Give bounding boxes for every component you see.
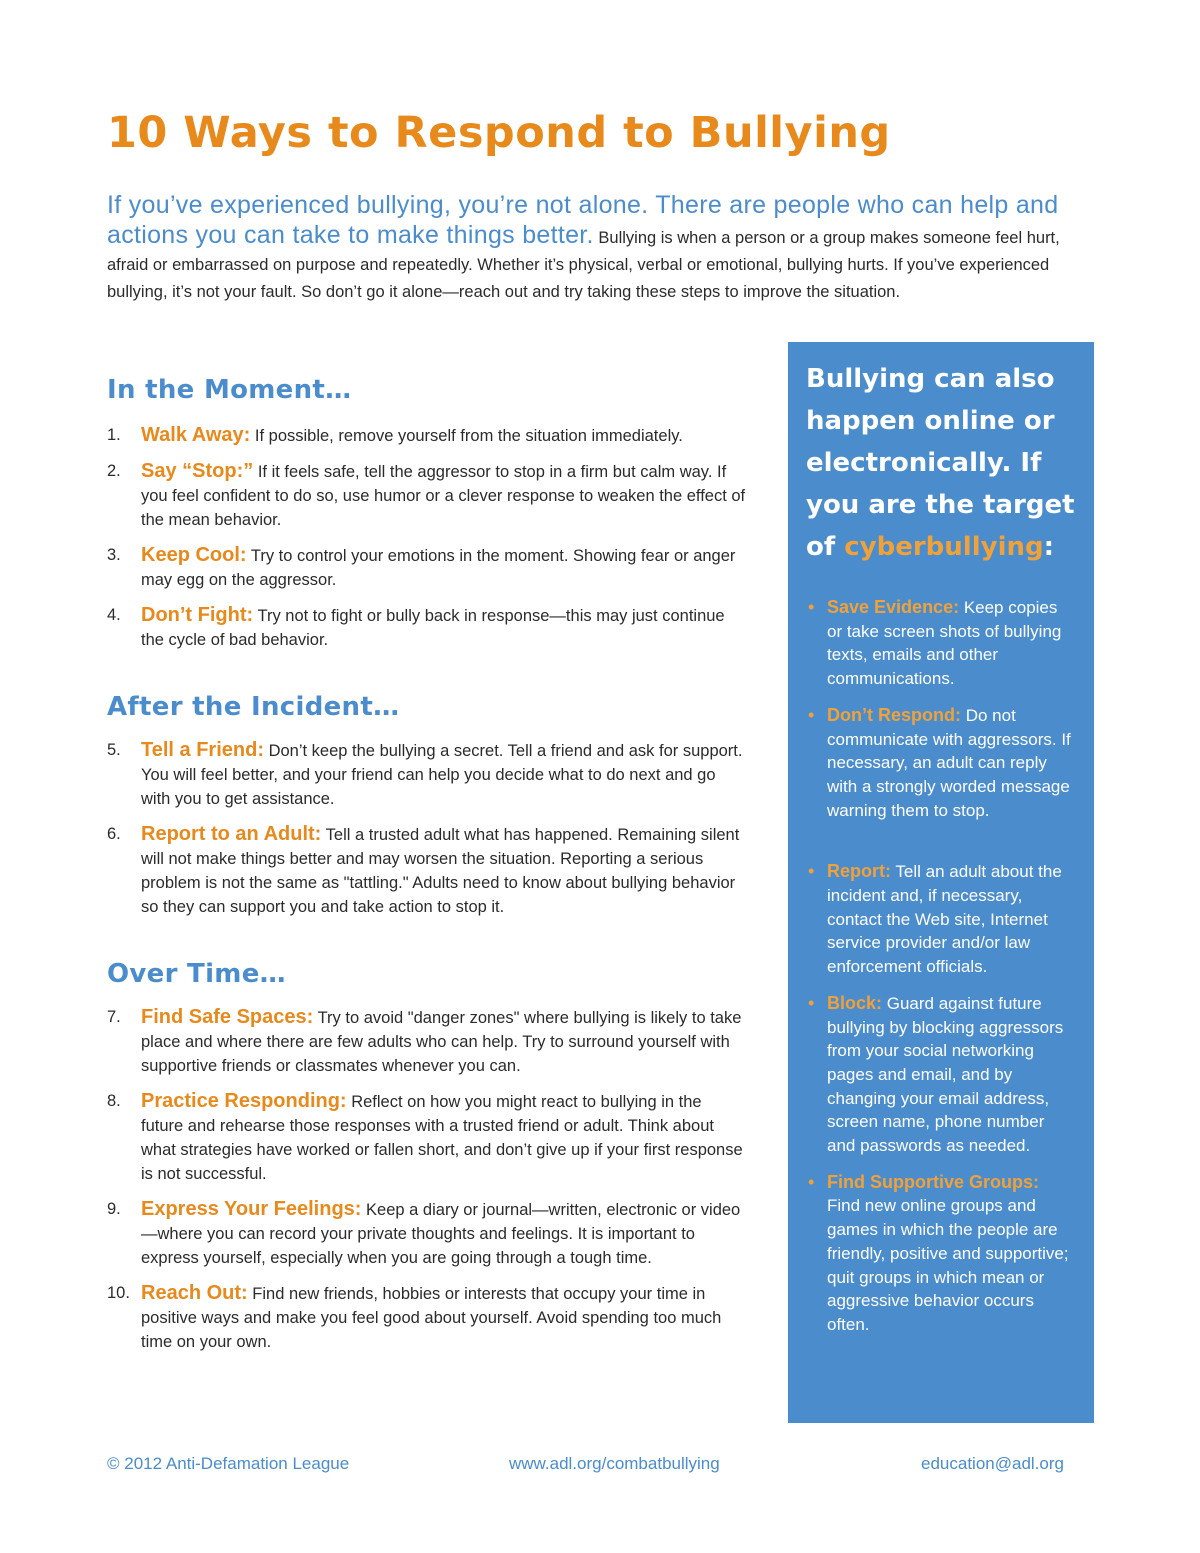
bullet-icon: • <box>808 992 815 1013</box>
list-item <box>107 459 747 532</box>
section-heading-after-the-incident: After the Incident… <box>107 692 400 722</box>
bullet-icon: • <box>808 597 815 617</box>
item-text: Keep a diary or journal—written, electronic or video—where you can record your private thoughts and feelings. It is important to express yourself, especially when you are going through a tough time. <box>141 1201 741 1267</box>
footer-email-link[interactable]: education@adl.org <box>921 1454 1064 1473</box>
sidebar-item-save-evidence <box>806 596 1076 691</box>
bullet-icon: • <box>808 1171 815 1192</box>
sidebar-heading-text: Bullying can also happen online or electronically. If you are the target of <box>806 364 1075 562</box>
item-term: Walk Away: <box>141 424 251 446</box>
intro-lead: If you’ve experienced bullying, you’re not alone. There are people who can help and actions you can take to make things better. <box>107 191 1059 249</box>
list-in-the-moment <box>107 423 747 652</box>
item-number: 2. <box>107 462 121 480</box>
list-item <box>107 1281 747 1354</box>
sidebar-item-text: Tell an adult about the incident and, if necessary, contact the Web site, Internet service provider and/or law enforcement officials. <box>827 862 1062 977</box>
sidebar-item-term: Find Supportive Groups: <box>827 1171 1039 1192</box>
sidebar-item-report <box>806 860 1076 979</box>
item-text: Try not to fight or bully back in response—this may just continue the cycle of bad behavior. <box>141 607 725 649</box>
page-title: 10 Ways to Respond to Bullying <box>107 108 891 158</box>
item-number: 9. <box>107 1200 121 1218</box>
sidebar-item-term: Report: <box>827 861 891 882</box>
item-term: Don’t Fight: <box>141 604 254 626</box>
sidebar-item-term: Save Evidence: <box>827 597 960 617</box>
item-term: Say “Stop:” <box>141 460 254 482</box>
item-text: Don’t keep the bullying a secret. Tell a friend and ask for support. You will feel better, and your friend can help you decide what to do next and go with you to get assistance. <box>141 742 743 808</box>
list-over-time <box>107 1005 747 1354</box>
item-term: Practice Responding: <box>141 1090 347 1112</box>
sidebar-item-text: Guard against future bullying by blocking aggressors from your social networking pages and email, and by changing your email address, screen name, phone number and passwords as needed. <box>827 993 1064 1156</box>
item-number: 10. <box>107 1284 130 1302</box>
item-number: 5. <box>107 741 121 759</box>
sidebar-item-block <box>806 992 1076 1158</box>
item-term: Reach Out: <box>141 1282 248 1304</box>
item-text: Reflect on how you might react to bullying in the future and rehearse those responses with a trusted friend or adult. Think about what strategies have worked or fallen short, and don’t give up if your first response is not successful. <box>141 1093 743 1183</box>
cyberbullying-sidebar <box>788 342 1094 1423</box>
list-item <box>107 822 747 919</box>
list-item <box>107 738 747 811</box>
list-item <box>107 1089 747 1186</box>
intro-paragraph <box>107 192 1095 306</box>
section-heading-in-the-moment: In the Moment… <box>107 375 352 405</box>
sidebar-item-term: Don’t Respond: <box>827 704 961 725</box>
item-text: Try to avoid "danger zones" where bullying is likely to take place and where there are few adults who can help. Try to surround yourself with supportive friends or classmates whenever you can. <box>141 1009 742 1075</box>
item-term: Express Your Feelings: <box>141 1198 362 1220</box>
bullet-icon: • <box>808 861 815 882</box>
item-text: If it feels safe, tell the aggressor to stop in a firm but calm way. If you feel confident to do so, use humor or a clever response to weaken the effect of the mean behavior. <box>141 463 746 529</box>
list-after-the-incident <box>107 738 747 919</box>
footer-url-link[interactable]: www.adl.org/combatbullying <box>509 1454 720 1473</box>
item-text: If possible, remove yourself from the situation immediately. <box>254 427 683 445</box>
item-number: 7. <box>107 1008 121 1026</box>
section-heading-over-time: Over Time… <box>107 959 286 989</box>
sidebar-list <box>806 596 1076 1337</box>
list-item <box>107 543 747 592</box>
item-term: Find Safe Spaces: <box>141 1006 314 1028</box>
item-number: 1. <box>107 426 121 444</box>
item-text: Find new friends, hobbies or interests that occupy your time in positive ways and make you feel good about yourself. Avoid spending too much time on your own. <box>141 1285 722 1351</box>
sidebar-item-text: Keep copies or take screen shots of bullying texts, emails and other communications. <box>827 598 1062 689</box>
sidebar-item-text: Do not communicate with aggressors. If necessary, an adult can reply with a strongly worded message warning them to stop. <box>827 705 1071 820</box>
list-item <box>107 1197 747 1270</box>
sidebar-heading <box>806 358 1076 568</box>
list-item <box>107 1005 747 1078</box>
bullet-icon: • <box>808 704 815 725</box>
list-item <box>107 423 747 448</box>
item-term: Keep Cool: <box>141 544 247 566</box>
item-text: Try to control your emotions in the moment. Showing fear or anger may egg on the aggressor. <box>141 547 736 589</box>
item-term: Tell a Friend: <box>141 739 264 761</box>
main-column <box>107 375 747 1354</box>
item-number: 3. <box>107 546 121 564</box>
item-term: Report to an Adult: <box>141 823 322 845</box>
item-text: Tell a trusted adult what has happened. Remaining silent will not make things better and may worsen the situation. Reporting a serious problem is not the same as "tattling." Adults need to know about bullying behavior so they can support you and take action to stop it. <box>141 826 740 916</box>
item-number: 6. <box>107 825 121 843</box>
sidebar-item-dont-respond <box>806 704 1076 823</box>
sidebar-heading-highlight: cyberbullying <box>844 532 1044 562</box>
intro-body: Bullying is when a person or a group makes someone feel hurt, afraid or embarrassed on purpose and repeatedly. Whether it’s physical, verbal or emotional, bullying hurts. If you’ve experienced bullying, it’s not your fault. So don’t go it alone—reach out and try taking these steps to improve the situation. <box>107 229 1060 301</box>
sidebar-heading-colon: : <box>1043 532 1055 562</box>
item-number: 8. <box>107 1092 121 1110</box>
list-item <box>107 603 747 652</box>
sidebar-item-find-supportive-groups <box>806 1171 1076 1337</box>
footer-copyright: © 2012 Anti-Defamation League <box>107 1454 350 1473</box>
sidebar-item-term: Block: <box>827 992 883 1013</box>
item-number: 4. <box>107 606 121 624</box>
sidebar-item-text: Find new online groups and games in which the people are friendly, positive and supportive; quit groups in which mean or aggressive behavior occurs often. <box>827 1196 1069 1334</box>
